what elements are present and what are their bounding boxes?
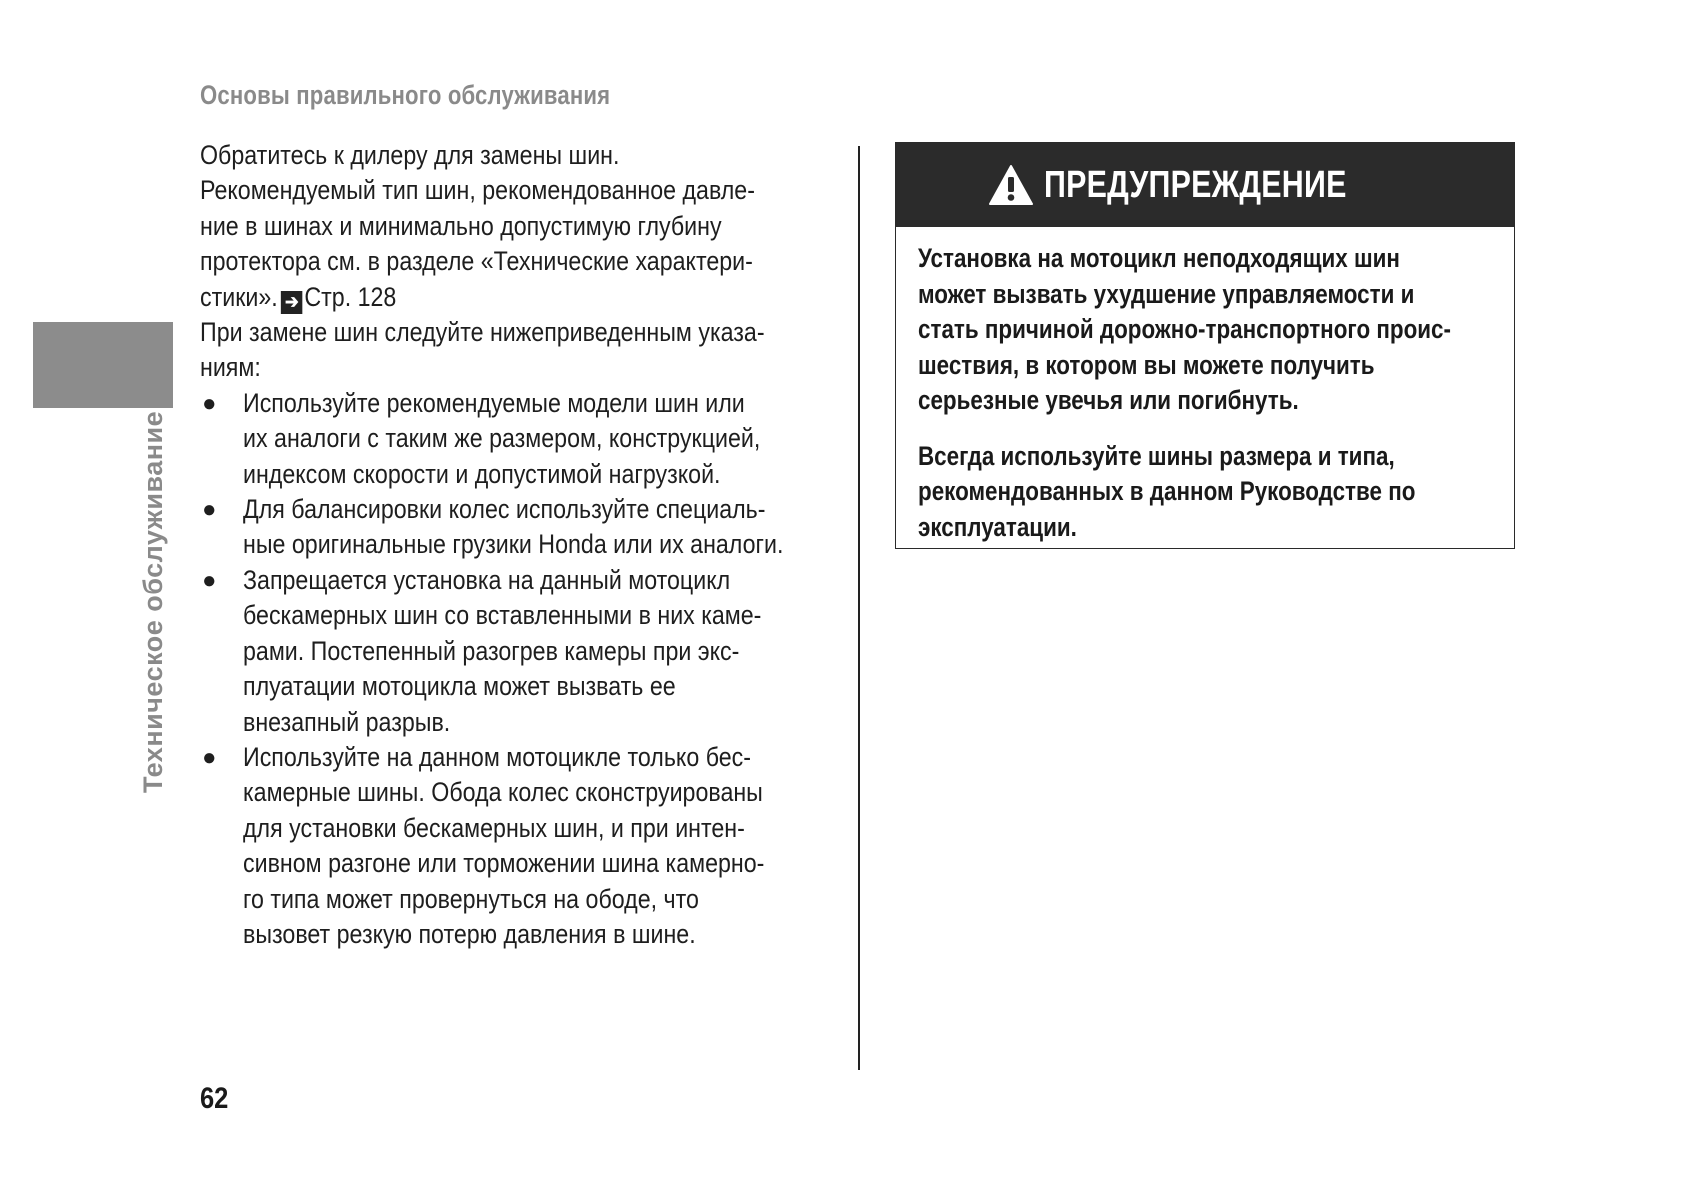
warning-triangle-icon <box>988 164 1034 206</box>
bullet-line: камерные шины. Обода колес сконструированы <box>243 777 763 808</box>
bullet-line: сивном разгоне или торможении шина камерно- <box>243 848 765 879</box>
bullet-item <box>200 563 840 740</box>
bullet-line: Запрещается установка на данный мотоцикл <box>243 564 731 595</box>
bullet-item <box>200 386 840 492</box>
bullet-line: ные оригинальные грузики Honda или их аналоги. <box>243 529 784 560</box>
warning-body <box>896 227 1514 545</box>
chapter-tab <box>33 322 173 408</box>
bullet-line: рами. Постепенный разогрев камеры при экс- <box>243 635 740 666</box>
intro-paragraph <box>200 138 840 315</box>
warning-line: серьезные увечья или погибнуть. <box>918 385 1299 415</box>
text-line: протектора см. в разделе «Технические характери- <box>200 246 753 277</box>
bullet-line: Используйте рекомендуемые модели шин или <box>243 387 745 418</box>
warning-paragraph <box>918 241 1494 419</box>
page-number: 62 <box>200 1082 229 1115</box>
bullet-icon: ● <box>202 743 217 771</box>
warning-line: Установка на мотоцикл неподходящих шин <box>918 243 1400 273</box>
chapter-label: Техническое обслуживание <box>138 410 168 793</box>
bullet-line: индексом скорости и допустимой нагрузкой. <box>243 458 721 489</box>
page-reference-arrow-icon: ➔ <box>281 291 303 314</box>
page-reference-line <box>200 280 750 315</box>
text-line: ниям: <box>200 352 261 383</box>
text-line: Рекомендуемый тип шин, рекомендованное давле- <box>200 175 755 206</box>
bullet-icon: ● <box>202 566 217 594</box>
main-text-column <box>200 138 840 952</box>
warning-line: стать причиной дорожно-транспортного проис- <box>918 314 1451 344</box>
instruction-paragraph <box>200 315 840 386</box>
bullet-line: внезапный разрыв. <box>243 706 451 737</box>
bullet-line: их аналоги с таким же размером, конструкцией, <box>243 423 761 454</box>
reference-prefix: стики». <box>200 281 278 312</box>
warning-paragraph <box>918 439 1494 546</box>
bullet-line: вызовет резкую потерю давления в шине. <box>243 918 696 949</box>
text-line: Обратитесь к дилеру для замены шин. <box>200 140 620 170</box>
warning-box <box>895 142 1515 549</box>
column-divider <box>858 146 860 1070</box>
section-header: Основы правильного обслуживания <box>200 80 611 110</box>
warning-line: может вызвать ухудшение управляемости и <box>918 278 1415 309</box>
bullet-line: плуатации мотоцикла может вызвать ее <box>243 671 676 702</box>
bullet-line: Используйте на данном мотоцикле только бес- <box>243 741 752 772</box>
bullet-icon: ● <box>202 496 217 524</box>
text-line: ние в шинах и минимально допустимую глубину <box>200 210 722 241</box>
bullet-item <box>200 492 840 563</box>
bullet-item <box>200 740 840 952</box>
bullet-line: Для балансировки колес используйте специаль- <box>243 494 766 525</box>
text-line: При замене шин следуйте нижеприведенным указа- <box>200 317 765 348</box>
warning-line: Всегда используйте шины размера и типа, <box>918 440 1395 471</box>
bullet-line: го типа может провернуться на ободе, что <box>243 883 699 914</box>
warning-line: шествия, в котором вы можете получить <box>918 349 1375 380</box>
page-reference-link[interactable]: Стр. 128 <box>304 281 397 312</box>
warning-title: ПРЕДУПРЕЖДЕНИЕ <box>1043 163 1347 206</box>
bullet-line: бескамерных шин со вставленными в них каме- <box>243 600 762 631</box>
bullet-line: для установки бескамерных шин, и при интен- <box>243 812 745 843</box>
bullet-icon: ● <box>202 389 217 417</box>
warning-header <box>896 143 1514 227</box>
warning-line: эксплуатации. <box>918 511 1077 542</box>
warning-line: рекомендованных в данном Руководстве по <box>918 476 1416 506</box>
